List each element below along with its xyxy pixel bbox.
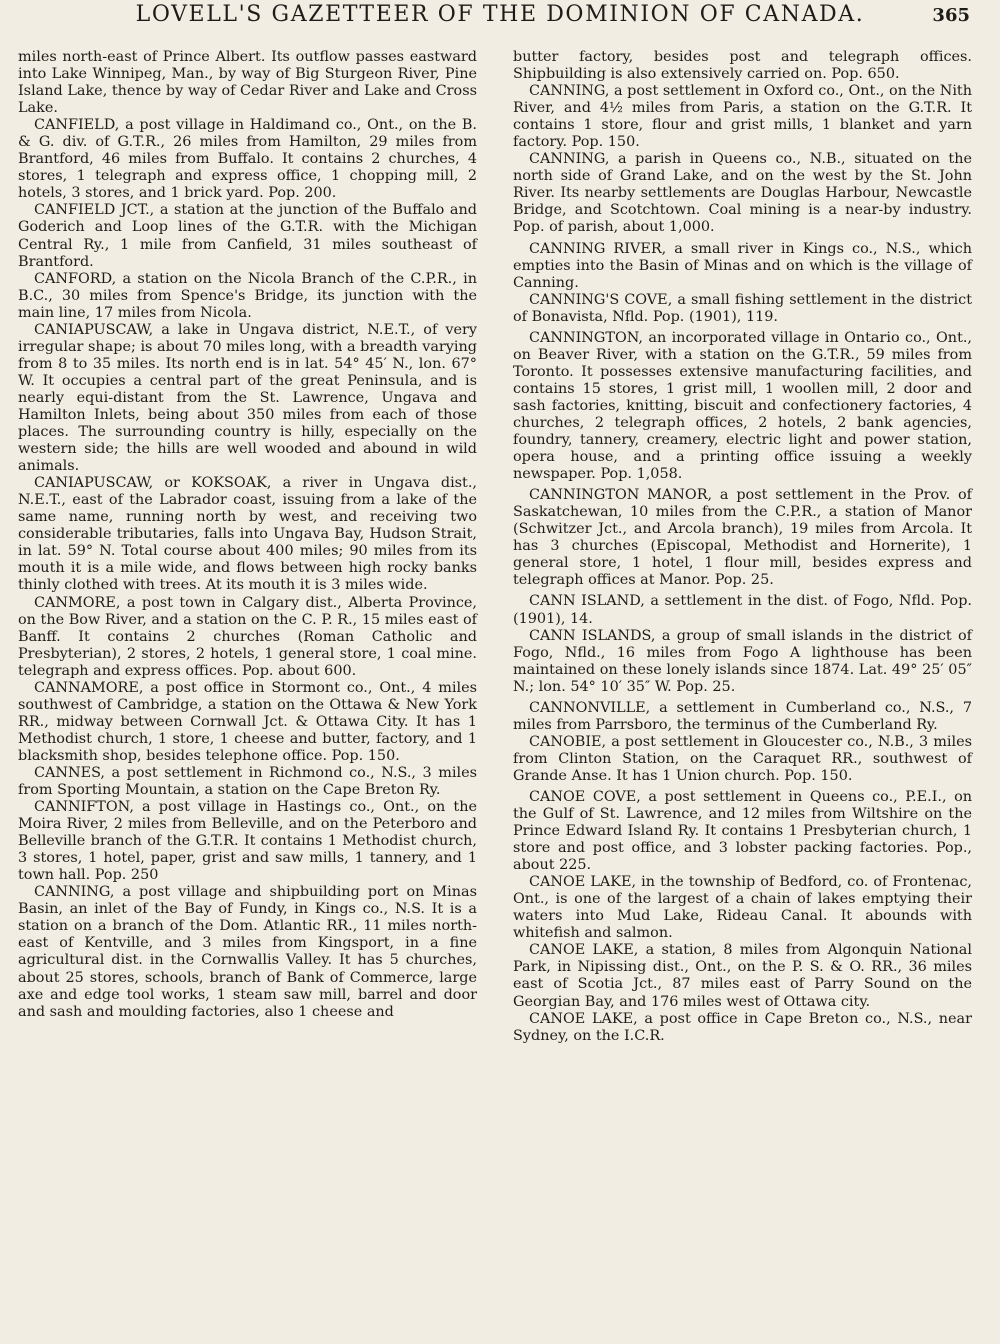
left-column — [18, 49, 477, 1021]
entry-paragraph: CANNINGTON, an incorporated village in Ontario co., Ont., on Beaver River, with a station on the G.T.R., 59 miles from Toronto. It possesses extensive manufacturing facilities, and contains 15 stores, 1 grist mill, 1 woollen mill, 2 door and sash factories, knitting, biscuit and confectionery factories, 4 churches, 2 telegraph offices, 2 hotels, 2 bank agencies, foundry, tannery, creamery, electric light and power station, opera house, and a printing office issuing a weekly newspaper. Pop. 1,058. — [513, 329, 972, 483]
entry-paragraph: CANOE COVE, a post settlement in Queens co., P.E.I., on the Gulf of St. Lawrence, and 12 miles from Wiltshire on the Prince Edward Island Ry. It contains 1 Presbyterian church, 1 store and post office, and 3 lobster packing factories. Pop., about 225. — [513, 788, 972, 874]
page-number: 365 — [932, 5, 970, 26]
entry-paragraph: CANMORE, a post town in Calgary dist., Alberta Province, on the Bow River, and a station on the C. P. R., 15 miles east of Banff. It contains 2 churches (Roman Catholic and Presbyterian), 2 stores, 2 hotels, 1 general store, 1 coal mine. telegraph and express offices. Pop. about 600. — [18, 594, 477, 679]
entry-paragraph: CANNAMORE, a post office in Stormont co., Ont., 4 miles southwest of Cambridge, a station on the Ottawa & New York RR., midway between Cornwall Jct. & Ottawa City. It has 1 Methodist church, 1 store, 1 cheese and butter, factory, and 1 blacksmith shop, besides telephone office. Pop. 150. — [18, 679, 477, 764]
entry-paragraph: CANFIELD, a post village in Haldimand co., Ont., on the B. & G. div. of G.T.R., 26 miles from Hamilton, 29 miles from Brantford, 46 miles from Buffalo. It contains 2 churches, 4 stores, 1 telegraph and express office, 1 chopping mill, 2 hotels, 3 stores, and 1 brick yard. Pop. 200. — [18, 117, 477, 202]
entry-paragraph: CANNINGTON MANOR, a post settlement in the Prov. of Saskatchewan, 10 miles from the C.P.R., a station of Manor (Schwitzer Jct., and Arcola branch), 19 miles from Arcola. It has 3 churches (Episcopal, Methodist and Hornerite), 1 general store, 1 hotel, 1 flour mill, besides express and telegraph offices at Manor. Pop. 25. — [513, 487, 972, 589]
entry-paragraph: CANIAPUSCAW, a lake in Ungava district, N.E.T., of very irregular shape; is about 70 miles long, with a breadth varying from 8 to 35 miles. Its north end is in lat. 54° 45′ N., lon. 67° W. It occupies a central part of the great Peninsula, and is nearly equi-distant from the St. Lawrence, Ungava and Hamilton Inlets, being about 350 miles from each of those places. The surrounding country is hilly, especially on the western side; the hills are well wooded and abound in wild animals. — [18, 321, 477, 475]
entry-paragraph: miles north-east of Prince Albert. Its outflow passes eastward into Lake Winnipeg, Man., by way of Big Sturgeon River, Pine Island Lake, thence by way of Cedar River and Lake and Cross Lake. — [18, 49, 477, 117]
entry-paragraph: CANNONVILLE, a settlement in Cumberland co., N.S., 7 miles from Parrsboro, the terminus of the Cumberland Ry. — [513, 699, 972, 733]
entry-paragraph: CANFORD, a station on the Nicola Branch of the C.P.R., in B.C., 30 miles from Spence's Bridge, its junction with the main line, 17 miles from Nicola. — [18, 270, 477, 321]
entry-paragraph: butter factory, besides post and telegraph offices. Shipbuilding is also extensively carried on. Pop. 650. — [513, 49, 972, 83]
right-column — [513, 49, 972, 1045]
entry-paragraph: CANN ISLANDS, a group of small islands in the district of Fogo, Nfld., 16 miles from Fogo A lighthouse has been maintained on these lonely islands since 1874. Lat. 49° 25′ 05″ N.; lon. 54° 10′ 35″ W. Pop. 25. — [513, 627, 972, 695]
page-header — [0, 0, 1000, 34]
entry-paragraph: CANN ISLAND, a settlement in the dist. of Fogo, Nfld. Pop. (1901), 14. — [513, 593, 972, 627]
entry-paragraph: CANNIFTON, a post village in Hastings co., Ont., on the Moira River, 2 miles from Belleville, and on the Peterboro and Belleville branch of the G.T.R. It contains 1 Methodist church, 3 stores, 1 hotel, paper, grist and saw mills, 1 tannery, and 1 town hall. Pop. 250 — [18, 799, 477, 884]
entry-paragraph: CANNING, a post village and shipbuilding port on Minas Basin, an inlet of the Bay of Fundy, in Kings co., N.S. It is a station on a branch of the Dom. Atlantic RR., 11 miles north-east of Kentville, and 3 miles from Kingsport, in a fine agricultural dist. in the Cornwallis Valley. It has 5 churches, about 25 stores, schools, branch of Bank of Commerce, large axe and edge tool works, 1 steam saw mill, barrel and door and sash and moulding factories, also 1 cheese and — [18, 884, 477, 1020]
entry-paragraph: CANNING, a parish in Queens co., N.B., situated on the north side of Grand Lake, and on the west by the St. John River. Its nearby settlements are Douglas Harbour, Newcastle Bridge, and Scotchtown. Coal mining is a near-by industry. Pop. of parish, about 1,000. — [513, 151, 972, 236]
entry-paragraph: CANOBIE, a post settlement in Gloucester co., N.B., 3 miles from Clinton Station, on the Caraquet RR., southwest of Grande Anse. It has 1 Union church. Pop. 150. — [513, 733, 972, 784]
entry-paragraph: CANOE LAKE, in the township of Bedford, co. of Frontenac, Ont., is one of the largest of a chain of lakes emptying their waters into Mud Lake, Rideau Canal. It abounds with whitefish and salmon. — [513, 874, 972, 942]
entry-paragraph: CANOE LAKE, a post office in Cape Breton co., N.S., near Sydney, on the I.C.R. — [513, 1010, 972, 1044]
entry-paragraph: CANOE LAKE, a station, 8 miles from Algonquin National Park, in Nipissing dist., Ont., on the P. S. & O. RR., 36 miles east of Scotia Jct., 87 miles east of Parry Sound on the Georgian Bay, and 176 miles west of Ottawa city. — [513, 942, 972, 1010]
entry-paragraph: CANIAPUSCAW, or KOKSOAK, a river in Ungava dist., N.E.T., east of the Labrador coast, issuing from a lake of the same name, running north by west, and receiving two considerable tributaries, falls into Ungava Bay, Hudson Strait, in lat. 59° N. Total course about 400 miles; 90 miles from its mouth it is a mile wide, and flows between high rocky banks thinly clothed with trees. At its mouth it is 3 miles wide. — [18, 475, 477, 594]
entry-paragraph: CANNING RIVER, a small river in Kings co., N.S., which empties into the Basin of Minas and on which is the village of Canning. — [513, 240, 972, 291]
running-title: LOVELL'S GAZETTEER OF THE DOMINION OF CANADA. — [135, 2, 865, 27]
entry-paragraph: CANNING'S COVE, a small fishing settlement in the district of Bonavista, Nfld. Pop. (1901), 119. — [513, 291, 972, 325]
entry-paragraph: CANNES, a post settlement in Richmond co., N.S., 3 miles from Sporting Mountain, a station on the Cape Breton Ry. — [18, 764, 477, 799]
entry-paragraph: CANNING, a post settlement in Oxford co., Ont., on the Nith River, and 4½ miles from Paris, a station on the G.T.R. It contains 1 store, flour and grist mills, 1 blanket and yarn factory. Pop. 150. — [513, 83, 972, 151]
entry-paragraph: CANFIELD JCT., a station at the junction of the Buffalo and Goderich and Loop lines of the G.T.R. with the Michigan Central Ry., 1 mile from Canfield, 31 miles southeast of Brantford. — [18, 202, 477, 270]
